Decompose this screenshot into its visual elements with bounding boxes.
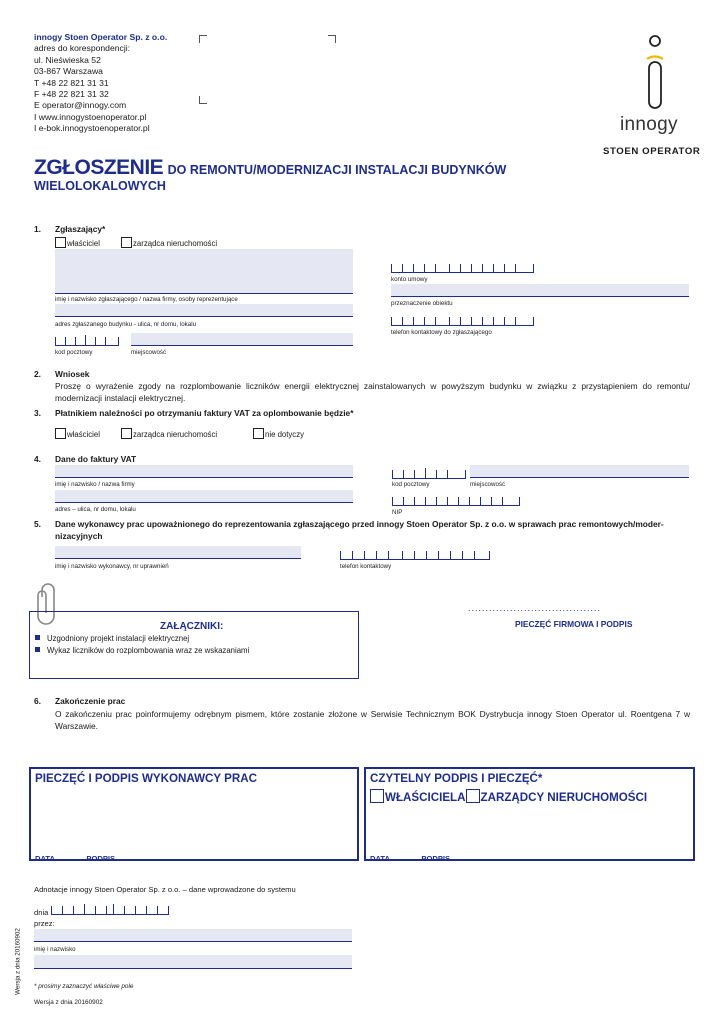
building-purpose-label: przeznaczenie obiektu [391,300,453,307]
annotation-text: Adnotacje innogy Stoen Operator Sp. z o.o. – dane wprowadzone do systemu [34,885,296,894]
dotted-line: ......................................... [115,856,208,863]
company-line: adres do korespondencji: [34,43,131,54]
bullet-icon [35,647,40,652]
section-5-heading-2: nizacyjnych [55,531,103,541]
logo-brand: innogy [620,114,678,135]
entered-by-name-label: imię i nazwisko [34,946,76,953]
building-address-label: adres zgłaszanego budynku - ulica, nr domu, lokalu [55,321,197,328]
section-6-text: O zakończeniu prac poinformujemy odrębnym pismem, które zostanie złożone w Serwisie Technicznym BOK Dystrybucja innogy Stoen Operator ul. Roentgena 7 w Warszawie. [55,709,690,731]
owner-date-sign-line[interactable] [370,848,689,866]
section-1-heading: Zgłaszający* [55,224,106,234]
nip-field[interactable] [392,498,520,506]
attachments-title: ZAŁĄCZNIKI: [160,621,224,632]
window-corner-tl [199,35,207,43]
entry-date-field[interactable] [51,907,169,915]
checkbox[interactable] [55,237,66,248]
entered-by-extra-field[interactable] [34,955,352,969]
owner-option[interactable] [370,791,466,804]
sign-label: PODPIS [421,854,451,863]
checkbox[interactable] [121,428,132,439]
entered-by-field[interactable] [34,929,352,942]
logo-subtitle: STOEN OPERATOR [603,146,701,157]
footnote: * prosimy zaznaczyć właściwe pole [34,983,134,990]
stamp-dotted-line: ...................................... [468,603,602,613]
dotted-line: .............. [389,856,422,863]
checkbox[interactable] [466,789,480,803]
section-2-text: Proszę o wyrażenie zgody na rozplombowanie liczników energii elektrycznej zainstalowanych w powyższym budynku w związku z przystąpieniem do remontu/ modernizacji instalacji elektrycznej. [55,381,690,403]
section-5-heading-1: Dane wykonawcy prac upoważnionego do reprezentowania zgłaszającego przed innogy Stoen Operator Sp. z o.o. w sprawach prac remontowych/moder- [55,519,664,529]
version-vertical-text: Wersja z dnia 20160902 [14,928,22,995]
option-label: zarządca nieruchomości [133,239,218,248]
city-label: miejscowość [131,349,167,356]
entered-by-label: przez: [34,919,55,928]
attachment-text: Wykaz liczników do rozplombowania wraz ze wskazaniami [47,646,250,655]
sign-label: PODPIS [86,854,116,863]
applicant-name-label: imię i nazwisko zgłaszającego / nazwa firmy, osoby reprezentujące [55,296,238,303]
section-6-heading: Zakończenie prac [55,696,126,706]
form-title [34,156,506,180]
contractor-name-label: imię i nazwisko wykonawcy, nr uprawnień [55,563,169,570]
dotted-line: .............. [54,856,87,863]
building-purpose-field[interactable] [391,284,689,297]
section-6-number: 6. [34,696,41,706]
bullet-icon [35,635,40,640]
invoice-city-field[interactable] [470,465,689,478]
company-line: ul. Nieświeska 52 [34,54,101,65]
city-field-1[interactable] [131,333,353,346]
invoice-address-label: adres – ulica, nr domu, lokalu [55,506,136,513]
company-line: T +48 22 821 31 31 [34,77,109,88]
section-4-number: 4. [34,454,41,464]
postal-code-label: kod pocztowy [55,349,93,356]
building-address-field[interactable] [55,304,353,317]
option-label: WŁAŚCICIELA [385,791,466,804]
contract-account-label: konto umowy [391,276,428,283]
window-corner-tr [328,35,336,43]
company-line: I www.innogystoenoperator.pl [34,111,147,122]
title-main: ZGŁOSZENIE [34,156,164,179]
contractor-signature-title: PIECZĘĆ I PODPIS WYKONAWCY PRAC [35,772,258,785]
payer-owner-option[interactable] [55,428,100,439]
company-line: I e-bok.innogystoenoperator.pl [34,123,150,134]
date-label: DATA [370,854,390,863]
invoice-postal-code-label: kod pocztowy [392,481,430,488]
window-corner-bl [199,96,207,104]
attachment-item [35,634,189,643]
option-label: właściciel [67,430,100,439]
company-line: E operator@innogy.com [34,100,127,111]
contractor-name-field[interactable] [55,546,301,559]
applicant-phone-field[interactable] [391,318,534,326]
contract-account-field[interactable] [391,265,534,273]
payer-manager-option[interactable] [121,428,217,439]
applicant-name-field[interactable] [55,249,353,294]
contractor-date-sign-line[interactable] [35,848,353,866]
company-name: innogy Stoen Operator Sp. z o.o. [34,32,168,42]
invoice-name-field[interactable] [55,465,353,478]
attachment-item [35,646,249,655]
postal-code-field-1[interactable] [55,338,119,346]
section-1-number: 1. [34,224,41,234]
section-2-heading: Wniosek [55,369,90,379]
payer-not-applicable-option[interactable] [253,428,304,439]
company-line: 03-867 Warszawa [34,66,103,77]
option-label: właściciel [67,239,100,248]
checkbox[interactable] [253,428,264,439]
title-line-2: WIELOLOKALOWYCH [34,179,166,193]
company-line: F +48 22 821 31 32 [34,89,109,100]
section-2-number: 2. [34,369,41,379]
option-label: ZARZĄDCY NIERUCHOMOŚCI [480,791,648,804]
date-entry-label: dnia [34,908,49,917]
stamp-label: PIECZĘĆ FIRMOWA I PODPIS [515,619,633,629]
version-text: Wersja z dnia 20160902 [34,999,103,1006]
checkbox[interactable] [370,789,384,803]
attachment-text: Uzgodniony projekt instalacji elektrycznej [47,634,190,643]
invoice-address-field[interactable] [55,490,353,503]
owner-signature-title: CZYTELNY PODPIS I PIECZĘĆ* [370,772,543,785]
owner-signature-options [370,789,647,804]
innogy-logo-icon [640,34,670,112]
dotted-line: ......................................... [450,856,543,863]
invoice-postal-code-field[interactable] [392,471,466,479]
section-3-number: 3. [34,408,41,418]
applicant-owner-option[interactable] [55,237,100,248]
nip-label: NIP [392,509,403,516]
contractor-phone-field[interactable] [340,552,490,560]
date-label: DATA [35,854,55,863]
checkbox[interactable] [55,428,66,439]
contractor-phone-label: telefon kontaktowy [340,563,392,570]
applicant-phone-label: telefon kontaktowy do zgłaszającego [391,329,492,336]
option-label: nie dotyczy [265,430,305,439]
invoice-city-label: miejscowość [470,481,506,488]
section-5-number: 5. [34,519,41,529]
manager-option[interactable] [466,791,648,804]
title-rest: DO REMONTU/MODERNIZACJI INSTALACJI BUDYNKÓW [167,163,507,177]
checkbox[interactable] [121,237,132,248]
section-3-heading: Płatnikiem należności po otrzymaniu faktury VAT za oplombowanie będzie* [55,408,354,418]
invoice-name-label: imię i nazwisko / nazwa firmy [55,481,135,488]
option-label: zarządca nieruchomości [133,430,218,439]
section-4-heading: Dane do faktury VAT [55,454,137,464]
company-address-block [34,32,204,135]
applicant-manager-option[interactable] [121,237,217,248]
